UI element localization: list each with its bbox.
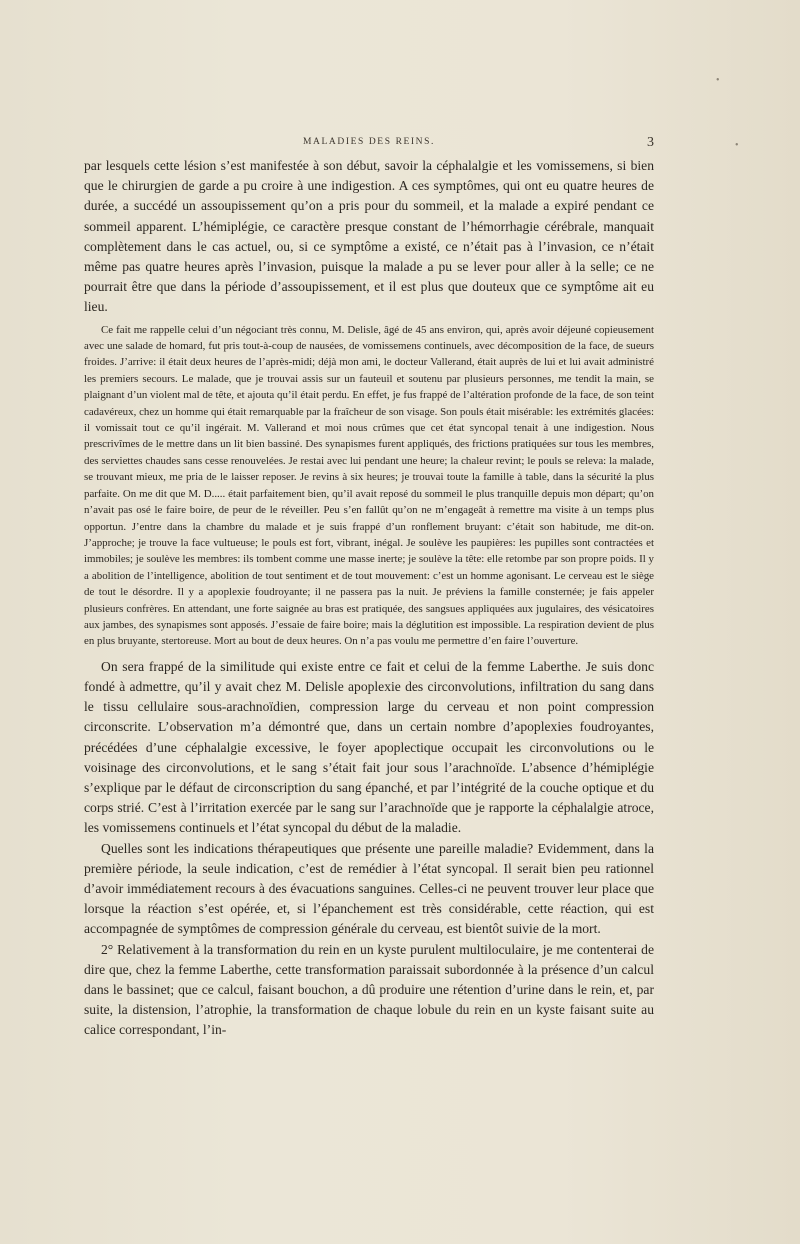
running-title: MALADIES DES REINS. xyxy=(302,137,435,147)
paragraph-indications: Quelles sont les indications thérapeutiques que présente une pareille maladie? Evidemment, dans la première période, la seule indication, c’est de remédier à l’état syncopal. Il serait bien peu rationnel d’avoir immédiatement recours à des évacuations sanguines. Celles-ci ne peuvent trouver leur place que lorsque la réaction s’est opérée, et, si l’épanchement est très considérable, cette réaction, qui est accompagnée de symptômes de compression générale du cerveau, est bientôt suivie de la mort. xyxy=(84,840,654,937)
paragraph-opening: par lesquels cette lésion s’est manifestée à son début, savoir la céphalalgie et les vomissemens, si bien que le chirurgien de garde a pu croire à une indigestion. A ces symptômes, qui ont eu quatre heures de durée, a succédé un assoupissement qu’on a pris pour du sommeil, et la malade a expiré pendant ce sommeil apparent. L’hémiplégie, ce caractère presque constant de l’hémorrhagie cérébrale, manquait complètement dans le cas actuel, ou, si ce symptôme a existé, ce n’était pas à l’invasion, ce n’était même pas quatre heures après l’invasion, puisque la malade a pu se lever pour aller à la selle; ce ne pourrait être que dans la période d’assoupissement, et il est plus que douteux que ce symptôme ait eu lieu. xyxy=(84,158,654,315)
margin-speck: • xyxy=(735,140,739,151)
paragraph-case-note: Ce fait me rappelle celui d’un négociant très connu, M. Delisle, âgé de 45 ans environ, qui, après avoir déjeuné copieusement avec une salade de homard, fut pris tout-à-coup de nausées, de vomissemens continuels, avec décomposition de la face, de sueurs froides. J’arrive: il était deux heures de l’après-midi; déjà mon ami, le docteur Vallerand, était auprès de lui et lui avait administré les premiers secours. Le malade, que je trouvai assis sur un fauteuil et soutenu par plusieurs personnes, me tendit la main, se plaignant d’un violent mal de tête, et ajouta qu’il était perdu. En effet, je fus frappé de l’altération profonde de la face, de son teint cadavéreux, chez un homme qui était remarquable par la fraîcheur de son visage. Son pouls était misérable: les extrémités glacées: il vomissait tout ce qu’il ingérait. M. Vallerand et moi nous crûmes que cet état syncopal tenait à une indigestion. Nous prescrivîmes de le mettre dans un lit bien bassiné. Des synapismes furent appliqués, des frictions pratiquées sur tous les membres, des serviettes chaudes sans cesse renouvelées. Je restai avec lui pendant une heure; la chaleur revint; le pouls se releva: la malade, se trouvant mieux, me pria de le laisser reposer. Je revins à six heures; je trouvai toute la famille à table, dans la sécurité la plus parfaite. On me dit que M. D..... était parfaitement bien, qu’il avait reposé du sommeil le plus tranquille depuis mon départ; qu’on n’avait pas osé le faire boire, de peur de le réveiller. Peu s’en fallût qu’on ne m’engageât à remettre ma visite à un temps plus opportun. J’entre dans la chambre du malade et je suis frappé d’un ronflement bruyant: c’était son habitude, me dit-on. J’approche; je trouve la face vultueuse; le pouls est fort, vibrant, inégal. Je soulève les paupières: les pupilles sont contractées et immobiles; je soulève les membres: ils tombent comme une masse inerte; je soulève la tête: elle retombe par son propre poids. Il y a abolition de l’intelligence, abolition de tout sentiment et de tout mouvement: c’est un homme agonisant. Le cerveau est le siège de tout le désordre. Il y a apoplexie foudroyante; il ne passera pas la nuit. Je préviens la famille consternée; je fais appeler plusieurs confrères. En attendant, une forte saignée au bras est pratiquée, des sangsues appliquées aux jugulaires, des vésicatoires aux jambes, des synapismes sont apposés. J’essaie de faire boire; mais la déglutition est impossible. La respiration devient de plus en plus bruyante, stertoreuse. Mort au bout de deux heures. On n’a pas voulu me permettre d’en faire l’ouverture. xyxy=(84,323,654,648)
margin-speck: • xyxy=(716,75,720,86)
body-text xyxy=(84,156,654,1041)
paragraph-rein: 2° Relativement à la transformation du rein en un kyste purulent multiloculaire, je me contenterai de dire que, chez la femme Laberthe, cette transformation paraissait subordonnée à la présence d’un calcul dans le bassinet; que ce calcul, faisant bouchon, a dû produire une rétention d’urine dans le rein, et, par suite, la distension, l’atrophie, la transformation de chaque lobule du rein en un kyste faisant suite au calice correspondant, l’in- xyxy=(84,941,654,1038)
paragraph-similitude: On sera frappé de la similitude qui existe entre ce fait et celui de la femme Laberthe. Je suis donc fondé à admettre, qu’il y avait chez M. Delisle apoplexie des circonvolutions, infiltration du sang dans le tissu cellulaire sous-arachnoïdien, compression large du cerveau et non point compression circonscrite. L’observation m’a démontré que, dans un certain nombre d’apoplexies foudroyantes, précédées d’une céphalalgie excessive, le foyer apoplectique occupait les circonvolutions ou le voisinage des circonvolutions, et le sang s’était fait jour sous l’arachnoïde. L’absence d’hémiplégie s’explique par le défaut de circonscription du sang épanché, et par l’intégrité de la couche optique et du corps strié. C’est à l’irritation exercée par le sang sur l’arachnoïde que je rapporte la céphalalgie atroce, les vomissemens continuels et l’état syncopal du début de la maladie. xyxy=(84,658,654,836)
running-head xyxy=(84,137,654,153)
page-number: 3 xyxy=(647,135,654,150)
